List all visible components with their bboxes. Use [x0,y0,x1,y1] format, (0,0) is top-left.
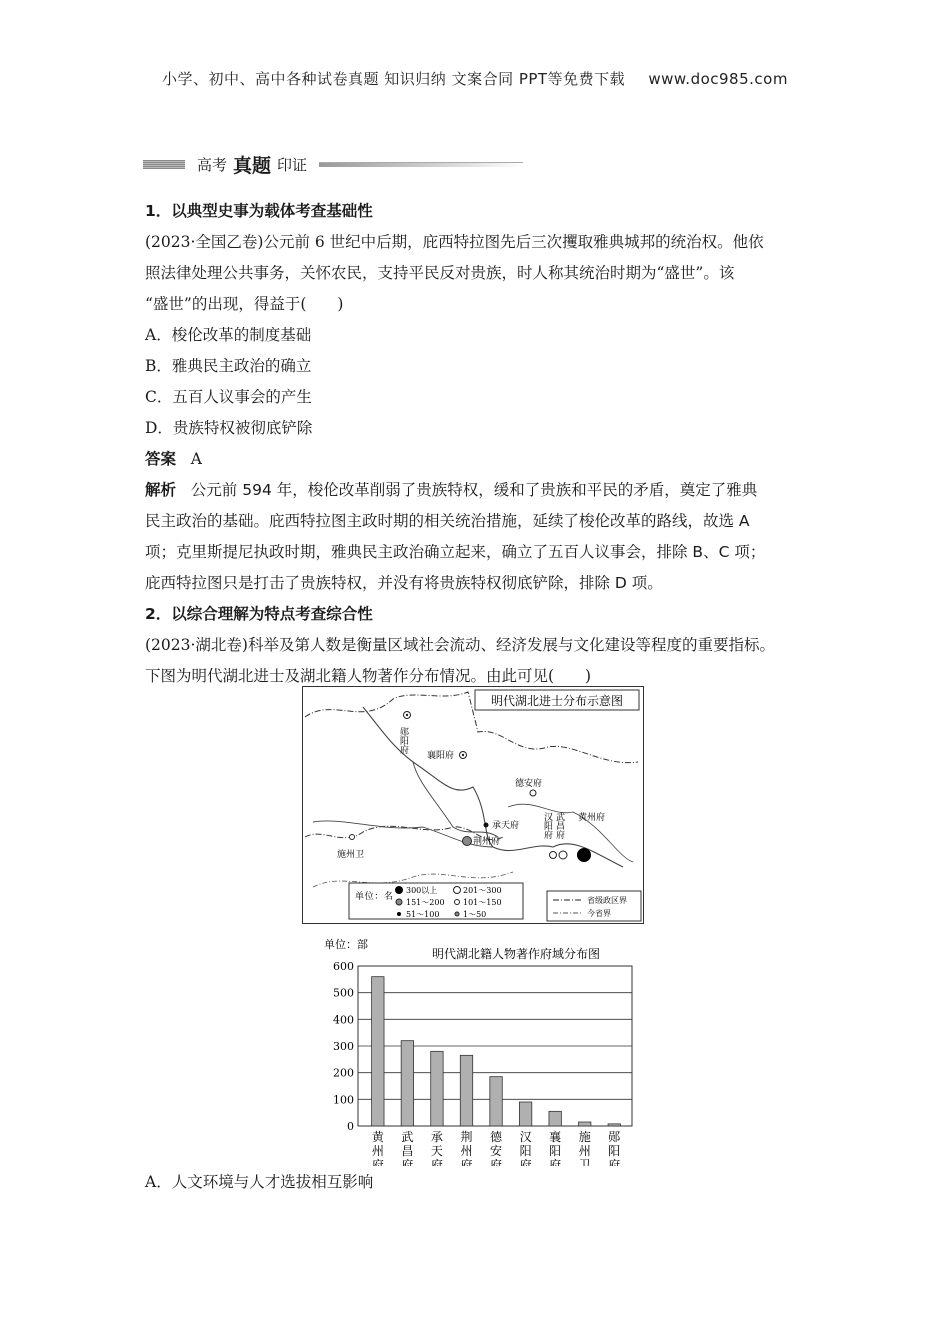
x-tick-label: 阳 [549,1144,562,1158]
q1-analysis-line: 项；克里斯提尼执政时期，雅典民主政治确立起来，确立了五百人议事会，排除 B、C 项； [145,543,766,561]
legend-marker [455,912,459,916]
bar [460,1055,472,1126]
place-label: 汉阳府 [542,812,552,839]
y-tick-label: 0 [347,1120,354,1133]
q1-option-b: B．雅典民主政治的确立 [145,357,312,375]
bar [608,1124,620,1126]
q2-title: 2．以综合理解为特点考查综合性 [145,605,373,623]
chart-unit: 单位：部 [324,938,368,951]
y-tick-label: 300 [333,1040,354,1053]
q1-stem-line: (2023·全国乙卷)公元前 6 世纪中后期，庇西特拉图先后三次攫取雅典城邦的统治权。他依 [145,233,764,251]
x-tick-label: 州 [371,1144,384,1158]
x-tick-label: 府 [460,1158,473,1166]
legend-item: 201～300 [463,886,502,895]
legend-marker [395,886,403,894]
x-tick-label: 州 [460,1144,473,1158]
analysis-text: 公元前 594 年，梭伦改革削弱了贵族特权，缓和了贵族和平民的矛盾，奠定了雅典 [190,481,758,499]
map-title: 明代湖北进士分布示意图 [490,694,624,708]
map-svg [303,687,643,923]
place-label: 德安府 [515,779,543,789]
y-tick-label: 600 [333,960,354,973]
q1-option-a: A．梭伦改革的制度基础 [145,326,312,344]
q1-stem-line: “盛世”的出现，得益于( ) [145,295,344,313]
bar [431,1051,443,1126]
legend-item: 1～50 [463,910,487,919]
section-header [143,150,523,178]
chart-svg [318,936,638,1166]
section-title-part3: 印证 [277,155,308,174]
bar [490,1077,502,1126]
place-label: 武昌府 [554,812,564,839]
q1-analysis-line: 庇西特拉图只是打击了贵族特权，并没有将贵族特权彻底铲除，排除 D 项。 [145,574,663,592]
section-title-part2: 真题 [233,154,272,177]
q2-option-a: A．人文环境与人才选拔相互影响 [145,1173,374,1191]
answer-label: 答案 [145,450,177,468]
x-tick-label: 府 [608,1158,621,1166]
q1-answer [145,444,833,475]
q1-option-c: C．五百人议事会的产生 [145,388,312,406]
x-tick-label: 武 [401,1130,414,1144]
x-tick-label: 襄 [549,1130,562,1144]
x-tick-label: 府 [519,1158,532,1166]
legend-marker [397,912,401,916]
map-marker [530,790,536,796]
x-tick-label: 昌 [401,1144,414,1158]
x-tick-label: 阳 [608,1144,621,1158]
place-label: 承天府 [492,821,520,831]
x-tick-label: 荆 [460,1130,473,1144]
legend-unit: 单位：名 [355,892,393,902]
place-label: 施州卫 [337,850,365,860]
analysis-label: 解析 [145,481,177,499]
bar-layer [372,977,621,1126]
x-tick-label: 德 [490,1130,503,1144]
header-decor-left [143,160,185,169]
map-marker [406,714,408,716]
y-tick-label: 500 [333,986,354,1000]
river [508,804,633,862]
bar [549,1111,561,1126]
map-marker [462,754,464,756]
map-marker [550,852,557,859]
map-marker [484,823,489,828]
place-label: 郧阳府 [398,727,408,754]
chart-title: 明代湖北籍人物著作府域分布图 [431,947,601,961]
border-legend-label: 今省界 [587,909,611,918]
legend-marker [455,900,460,905]
x-tick-label: 汉 [519,1130,532,1144]
bar [579,1122,591,1126]
y-tick-label: 200 [333,1066,354,1080]
section-title-part1: 高考 [197,155,228,174]
place-label: 荆州府 [473,837,501,847]
map-figure [302,686,644,924]
x-tick-label: 郧 [608,1130,621,1144]
banner-text: 小学、初中、高中各种试卷真题 知识归纳 文案合同 PPT等免费下载 [162,70,626,88]
header-decor-right [319,162,523,167]
border-legend-label: 省级政区界 [587,896,627,905]
x-tick-label: 府 [490,1158,503,1166]
question-content [145,196,833,692]
bar-chart [318,936,638,1166]
x-tick-label: 州 [578,1144,591,1158]
x-tick-label: 府 [549,1158,562,1166]
x-tick-label: 施 [578,1130,591,1144]
banner-url[interactable]: www.doc985.com [648,70,788,88]
map-marker [463,837,472,846]
bar [401,1041,413,1126]
map-marker [577,848,591,862]
x-tick-label: 黄 [371,1130,384,1144]
place-label: 襄阳府 [427,751,455,761]
y-tick-label: 100 [333,1093,354,1107]
y-tick-label: 400 [333,1013,354,1027]
q1-stem-line: 照法律处理公共事务，关怀农民，支持平民反对贵族，时人称其统治时期为“盛世”。该 [145,264,735,282]
q1-analysis-line [145,475,833,506]
q1-analysis-line: 民主政治的基础。庇西特拉图主政时期的相关统治措施，延续了梭伦改革的路线，故选 A [145,512,750,530]
q2-stem-line: 下图为明代湖北进士及湖北籍人物著作分布情况。由此可见( ) [145,667,592,685]
x-tick-label: 府 [430,1158,443,1166]
legend-item: 101～150 [463,898,502,907]
q1-option-d: D．贵族特权被彻底铲除 [145,419,313,437]
x-tick-label: 府 [401,1158,414,1166]
x-tick-label: 承 [430,1130,443,1144]
page-banner [0,68,950,89]
legend-marker [454,887,461,894]
x-tick-label: 卫 [578,1158,591,1166]
legend-item: 151～200 [406,898,445,907]
legend-marker [396,899,402,905]
q1-title: 1．以典型史事为载体考查基础性 [145,202,373,220]
place-label: 黄州府 [578,813,606,823]
legend-item: 51～100 [406,910,440,919]
x-tick-label: 安 [490,1144,503,1158]
map-marker [350,835,355,840]
x-tick-label: 阳 [519,1144,532,1158]
legend-item: 300以上 [406,886,438,895]
bar [519,1102,531,1126]
map-marker [559,851,567,859]
answer-value: A [190,450,202,468]
q2-stem-line: (2023·湖北卷)科举及第人数是衡量区域社会流动、经济发展与文化建设等程度的重要指标。 [145,636,775,654]
x-tick-label: 府 [371,1158,384,1166]
x-tick-label: 天 [430,1144,443,1158]
bar [372,977,384,1126]
